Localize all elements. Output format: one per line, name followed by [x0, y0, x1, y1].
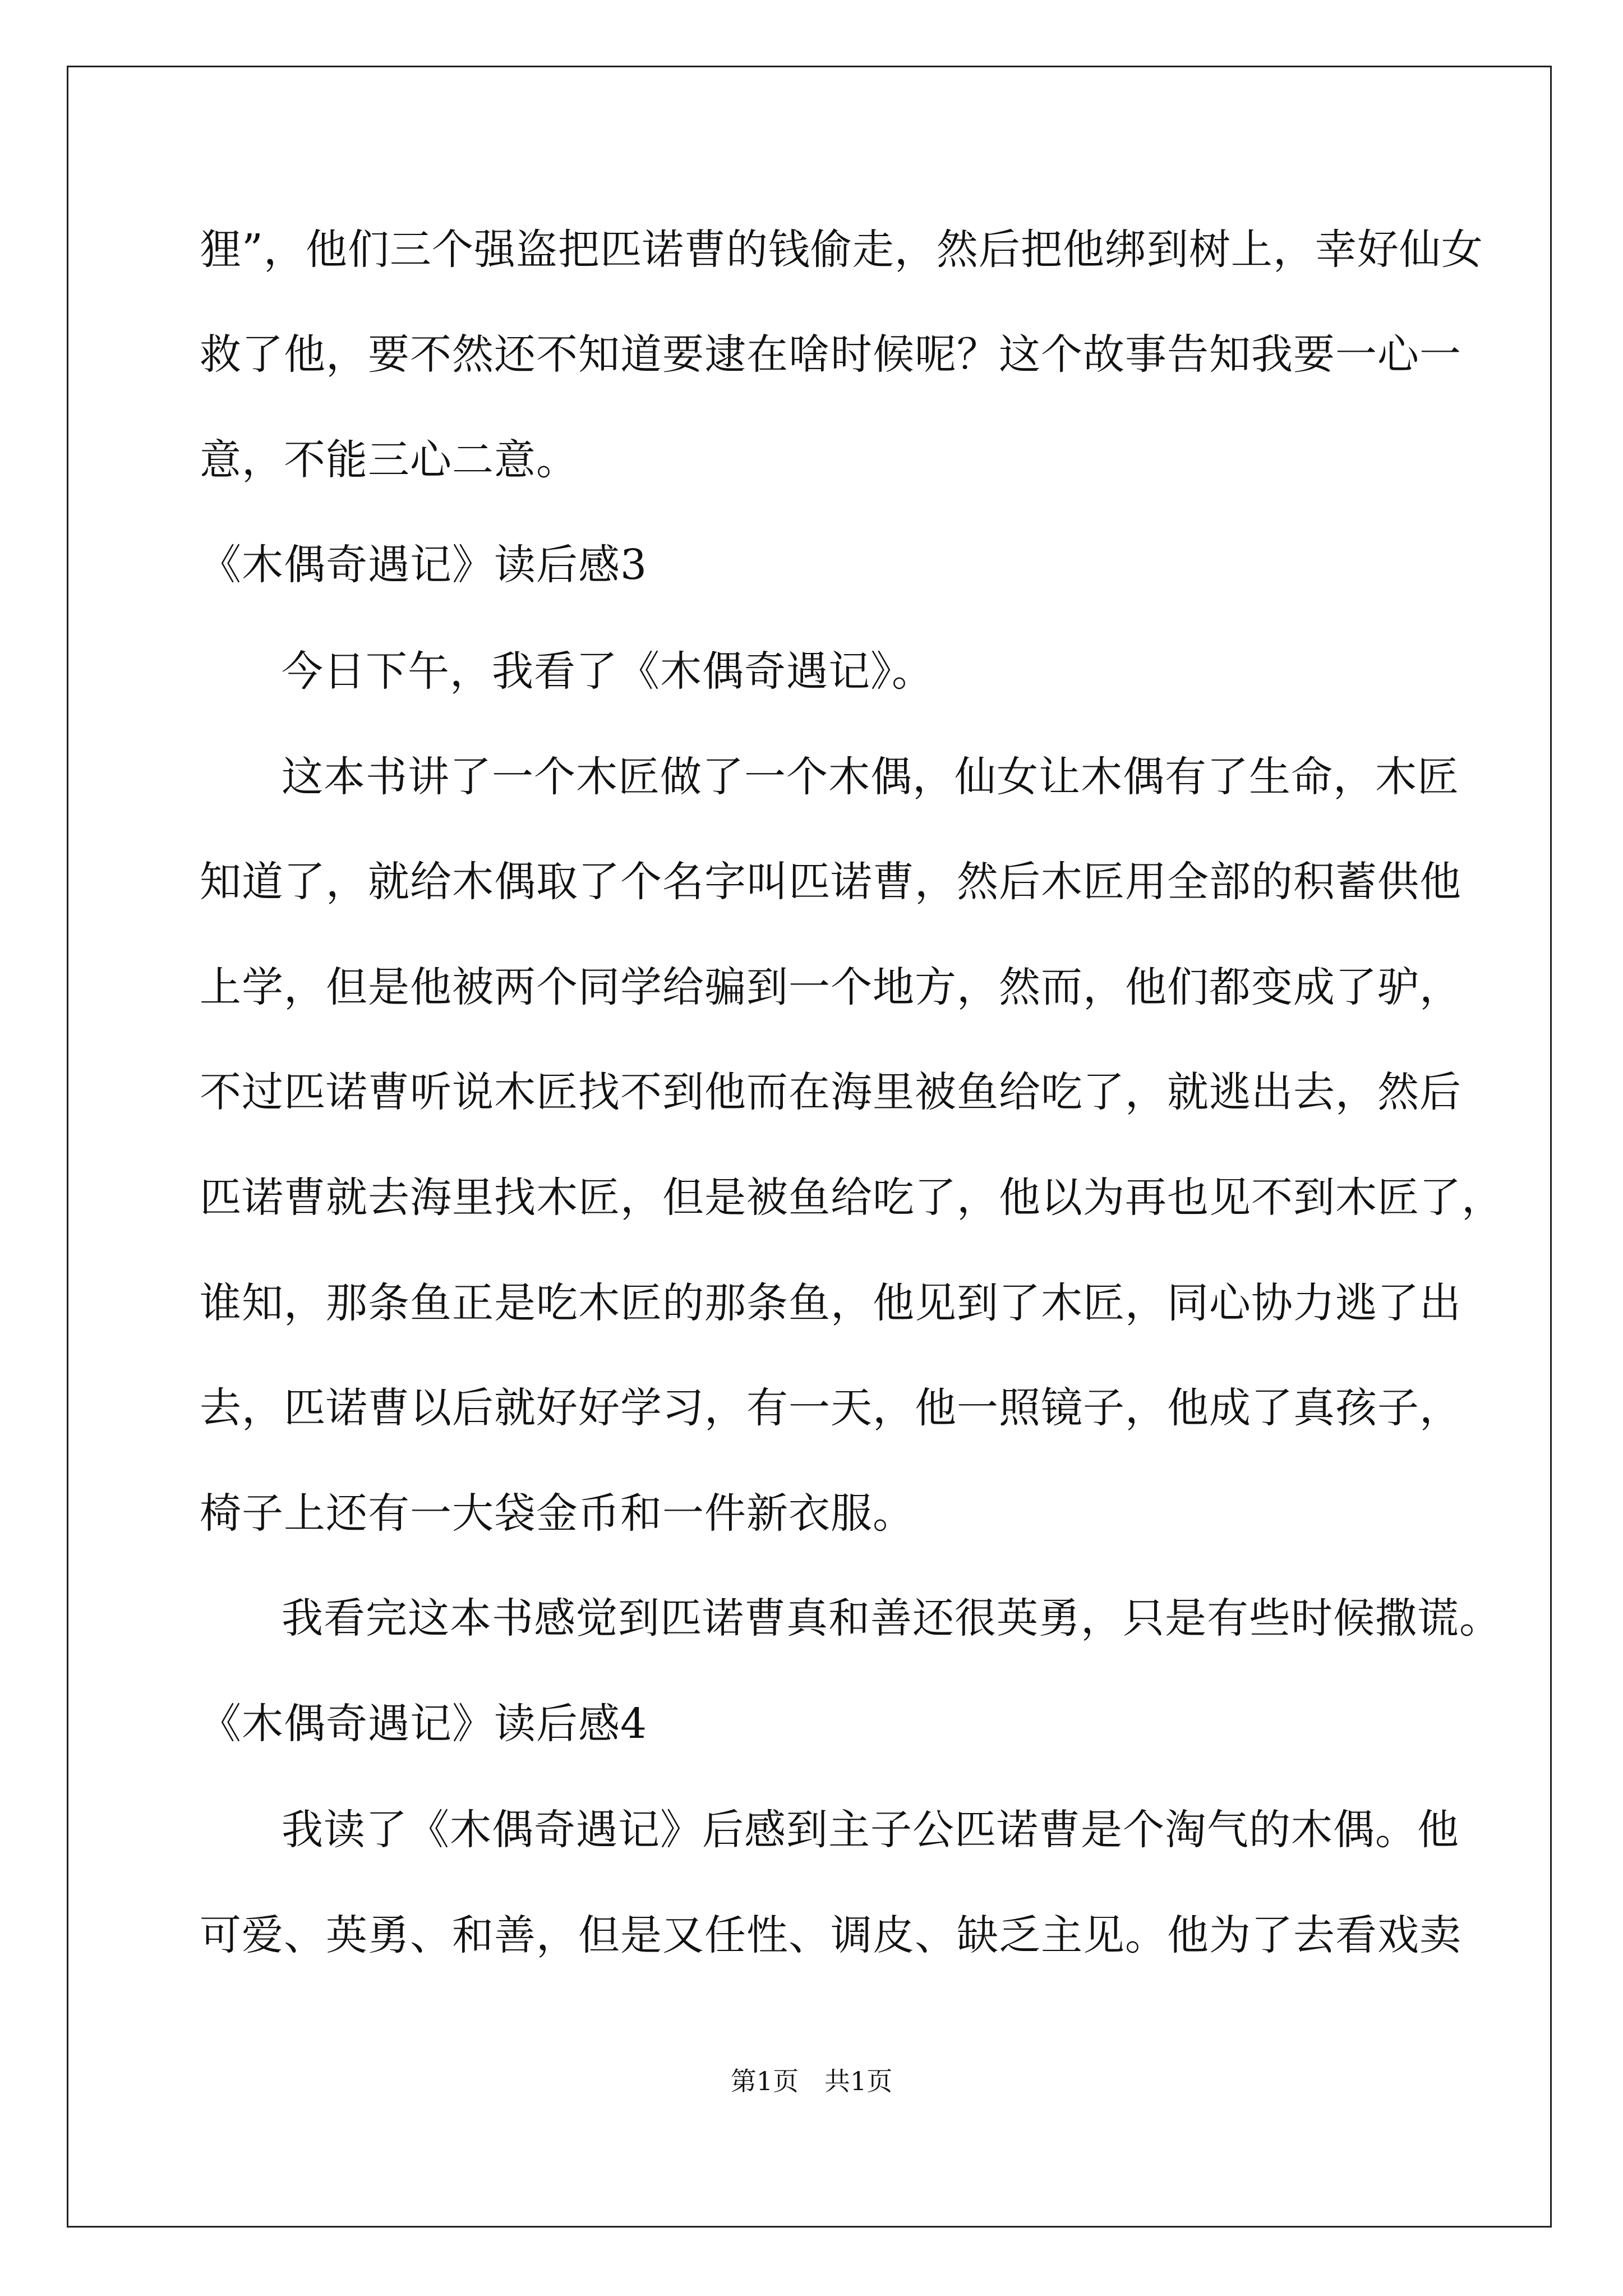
body-line: 救了他，要不然还不知道要逮在啥时候呢？这个故事告知我要一心一	[200, 330, 1461, 379]
body-line: 谁知，那条鱼正是吃木匠的那条鱼，他见到了木匠，同心协力逃了出	[200, 1279, 1461, 1327]
section-heading-4: 《木偶奇遇记》读后感4	[200, 1700, 648, 1748]
body-line: 今日下午，我看了《木偶奇遇记》。	[282, 647, 934, 696]
section-heading-3: 《木偶奇遇记》读后感3	[200, 541, 648, 589]
body-line: 知道了，就给木偶取了个名字叫匹诺曹，然后木匠用全部的积蓄供他	[200, 858, 1461, 906]
body-line: 可爱、英勇、和善，但是又任性、调皮、缺乏主见。他为了去看戏卖	[200, 1911, 1461, 1959]
body-line: 椅子上还有一大袋金币和一件新衣服。	[200, 1489, 915, 1538]
body-line: 意，不能三心二意。	[200, 436, 578, 484]
body-line: 匹诺曹就去海里找木匠，但是被鱼给吃了，他以为再也见不到木匠了，	[200, 1174, 1504, 1222]
page-border	[67, 66, 1552, 2228]
body-line: 我看完这本书感觉到匹诺曹真和善还很英勇，只是有些时候撒谎。	[282, 1594, 1501, 1642]
body-line: 不过匹诺曹听说木匠找不到他而在海里被鱼给吃了，就逃出去，然后	[200, 1068, 1461, 1116]
body-line: 狸”，他们三个强盗把匹诺曹的钱偷走，然后把他绑到树上，幸好仙女	[200, 226, 1483, 274]
page-number: 第1页 共1页	[730, 2066, 893, 2096]
body-line: 去，匹诺曹以后就好好学习，有一天，他一照镜子，他成了真孩子，	[200, 1384, 1461, 1432]
body-line: 这本书讲了一个木匠做了一个木偶，仙女让木偶有了生命，木匠	[282, 753, 1459, 801]
body-line: 上学，但是他被两个同学给骗到一个地方，然而，他们都变成了驴，	[200, 963, 1461, 1011]
body-line: 我读了《木偶奇遇记》后感到主子公匹诺曹是个淘气的木偶。他	[282, 1806, 1459, 1854]
